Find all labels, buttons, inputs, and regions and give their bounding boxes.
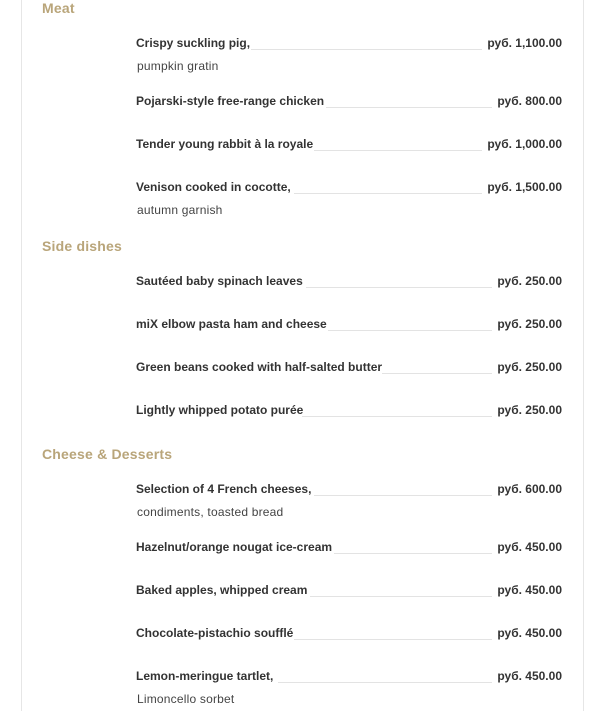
dotted-leader <box>382 373 492 374</box>
dotted-leader <box>294 193 482 194</box>
menu-item <box>136 583 562 601</box>
dotted-leader <box>314 495 492 496</box>
item-name: Pojarski-style free-range chicken <box>136 94 328 108</box>
menu-item <box>136 669 562 687</box>
item-price: руб. 250.00 <box>493 317 562 331</box>
dotted-leader <box>302 416 492 417</box>
menu-item <box>136 94 562 112</box>
dotted-leader <box>328 330 492 331</box>
item-name: Green beans cooked with half-salted butter <box>136 360 386 374</box>
menu-item <box>136 360 562 378</box>
item-price: руб. 250.00 <box>493 360 562 374</box>
dotted-leader <box>306 287 492 288</box>
item-price: руб. 1,500.00 <box>483 180 562 194</box>
item-price: руб. 800.00 <box>493 94 562 108</box>
item-name: Tender young rabbit à la royale <box>136 137 317 151</box>
item-name: Crispy suckling pig, <box>136 36 254 50</box>
item-name: Venison cooked in cocotte, <box>136 180 295 194</box>
item-price: руб. 600.00 <box>493 482 562 496</box>
item-price: руб. 450.00 <box>493 540 562 554</box>
item-name: Lightly whipped potato purée <box>136 403 307 417</box>
item-description: condiments, toasted bread <box>137 505 284 519</box>
dotted-leader <box>294 639 492 640</box>
item-name: Selection of 4 French cheeses, <box>136 482 315 496</box>
dotted-leader <box>326 107 492 108</box>
item-price: руб. 450.00 <box>493 669 562 683</box>
section-title-side-dishes: Side dishes <box>42 238 123 254</box>
item-name: Hazelnut/orange nougat ice-cream <box>136 540 336 554</box>
menu-item <box>136 540 562 558</box>
item-price: руб. 250.00 <box>493 274 562 288</box>
menu-item <box>136 274 562 292</box>
item-name: miX elbow pasta ham and cheese <box>136 317 331 331</box>
dotted-leader <box>278 682 492 683</box>
item-price: руб. 1,000.00 <box>483 137 562 151</box>
menu-item <box>136 626 562 644</box>
item-price: руб. 450.00 <box>493 583 562 597</box>
section-title-cheese-desserts: Cheese & Desserts <box>42 446 173 462</box>
item-description: pumpkin gratin <box>137 59 219 73</box>
item-name: Chocolate-pistachio soufflé <box>136 626 297 640</box>
dotted-leader <box>310 596 492 597</box>
item-price: руб. 1,100.00 <box>483 36 562 50</box>
menu-item <box>136 36 562 54</box>
item-price: руб. 250.00 <box>493 403 562 417</box>
section-title-meat: Meat <box>42 0 75 16</box>
item-name: Baked apples, whipped cream <box>136 583 311 597</box>
dotted-leader <box>334 553 492 554</box>
item-price: руб. 450.00 <box>493 626 562 640</box>
item-description: autumn garnish <box>137 203 223 217</box>
item-description: Limoncello sorbet <box>137 692 235 706</box>
menu-item <box>136 403 562 421</box>
item-name: Lemon-meringue tartlet, <box>136 669 277 683</box>
menu-item <box>136 180 562 198</box>
menu-item <box>136 137 562 155</box>
dotted-leader <box>314 150 482 151</box>
item-name: Sautéed baby spinach leaves <box>136 274 307 288</box>
dotted-leader <box>251 49 482 50</box>
menu-item <box>136 317 562 335</box>
menu-item <box>136 482 562 500</box>
